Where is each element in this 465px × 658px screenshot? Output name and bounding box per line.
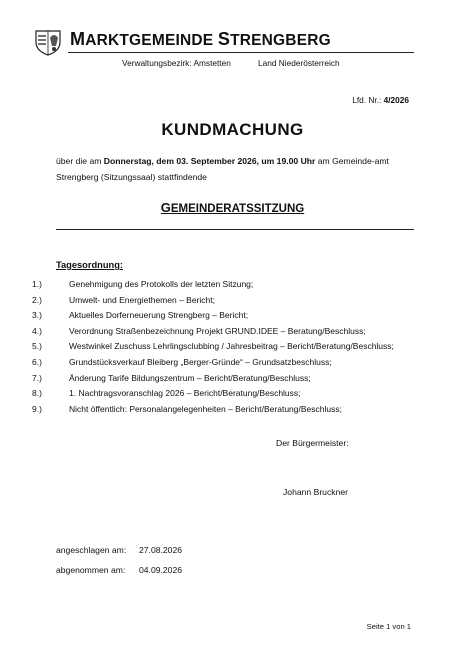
agenda-item: 7.) Änderung Tarife Bildungszentrum – Bericht/Beratung/Beschluss; xyxy=(32,372,311,383)
agenda-list xyxy=(32,279,432,419)
municipality-name: MARKTGEMEINDE STRENGBERG xyxy=(70,29,331,49)
agenda-item: 6.) Grundstücksverkauf Bleiberg „Berger-Gründe“ – Grundsatzbeschluss; xyxy=(32,356,332,367)
agenda-item: 4.) Verordnung Straßenbezeichnung Projekt GRUND.IDEE – Beratung/Beschluss; xyxy=(32,325,366,336)
agenda-item: 3.) Aktuelles Dorferneuerung Strengberg – Bericht; xyxy=(32,310,249,321)
page-number: Seite 1 von 1 xyxy=(366,622,411,631)
agenda-heading: Tagesordnung: xyxy=(56,260,123,270)
agenda-item: 9.) Nicht öffentlich: Personalangelegenheiten – Bericht/Beratung/Beschluss; xyxy=(32,403,342,414)
reference-number: Lfd. Nr.: 4/2026 xyxy=(352,95,409,105)
state-text: Land Niederösterreich xyxy=(258,58,340,68)
agenda-item: 8.) 1. Nachtragsvoranschlag 2026 – Bericht/Beratung/Beschluss; xyxy=(32,388,301,399)
agenda-item: 1.) Genehmigung des Protokolls der letzten Sitzung; xyxy=(32,279,254,289)
agenda-item: 2.) Umwelt- und Energiethemen – Bericht; xyxy=(32,294,215,305)
intro-paragraph: über die am Donnerstag, dem 03. September 2026, um 19.00 Uhr am Gemeinde-amt Strengberg (Sitzungssaal) stattfindende xyxy=(56,156,389,182)
meeting-title: GEMEINDERATSSITZUNG xyxy=(160,200,305,215)
removed-date-line: abgenommen am: 04.09.2026 xyxy=(56,565,183,575)
document-title: KUNDMACHUNG xyxy=(161,120,304,139)
signature-title: Der Bürgermeister: xyxy=(276,438,349,448)
posted-date-line: angeschlagen am: 27.08.2026 xyxy=(56,545,183,555)
header-divider xyxy=(68,52,414,53)
district-text: Verwaltungsbezirk: Amstetten xyxy=(122,58,231,68)
agenda-item: 5.) Westwinkel Zuschuss Lehrlingsclubbing / Jahresbeitrag – Bericht/Beratung/Beschluss; xyxy=(32,341,394,352)
section-divider xyxy=(56,229,414,230)
signature-name: Johann Bruckner xyxy=(283,487,348,497)
municipal-crest-icon xyxy=(34,28,62,56)
